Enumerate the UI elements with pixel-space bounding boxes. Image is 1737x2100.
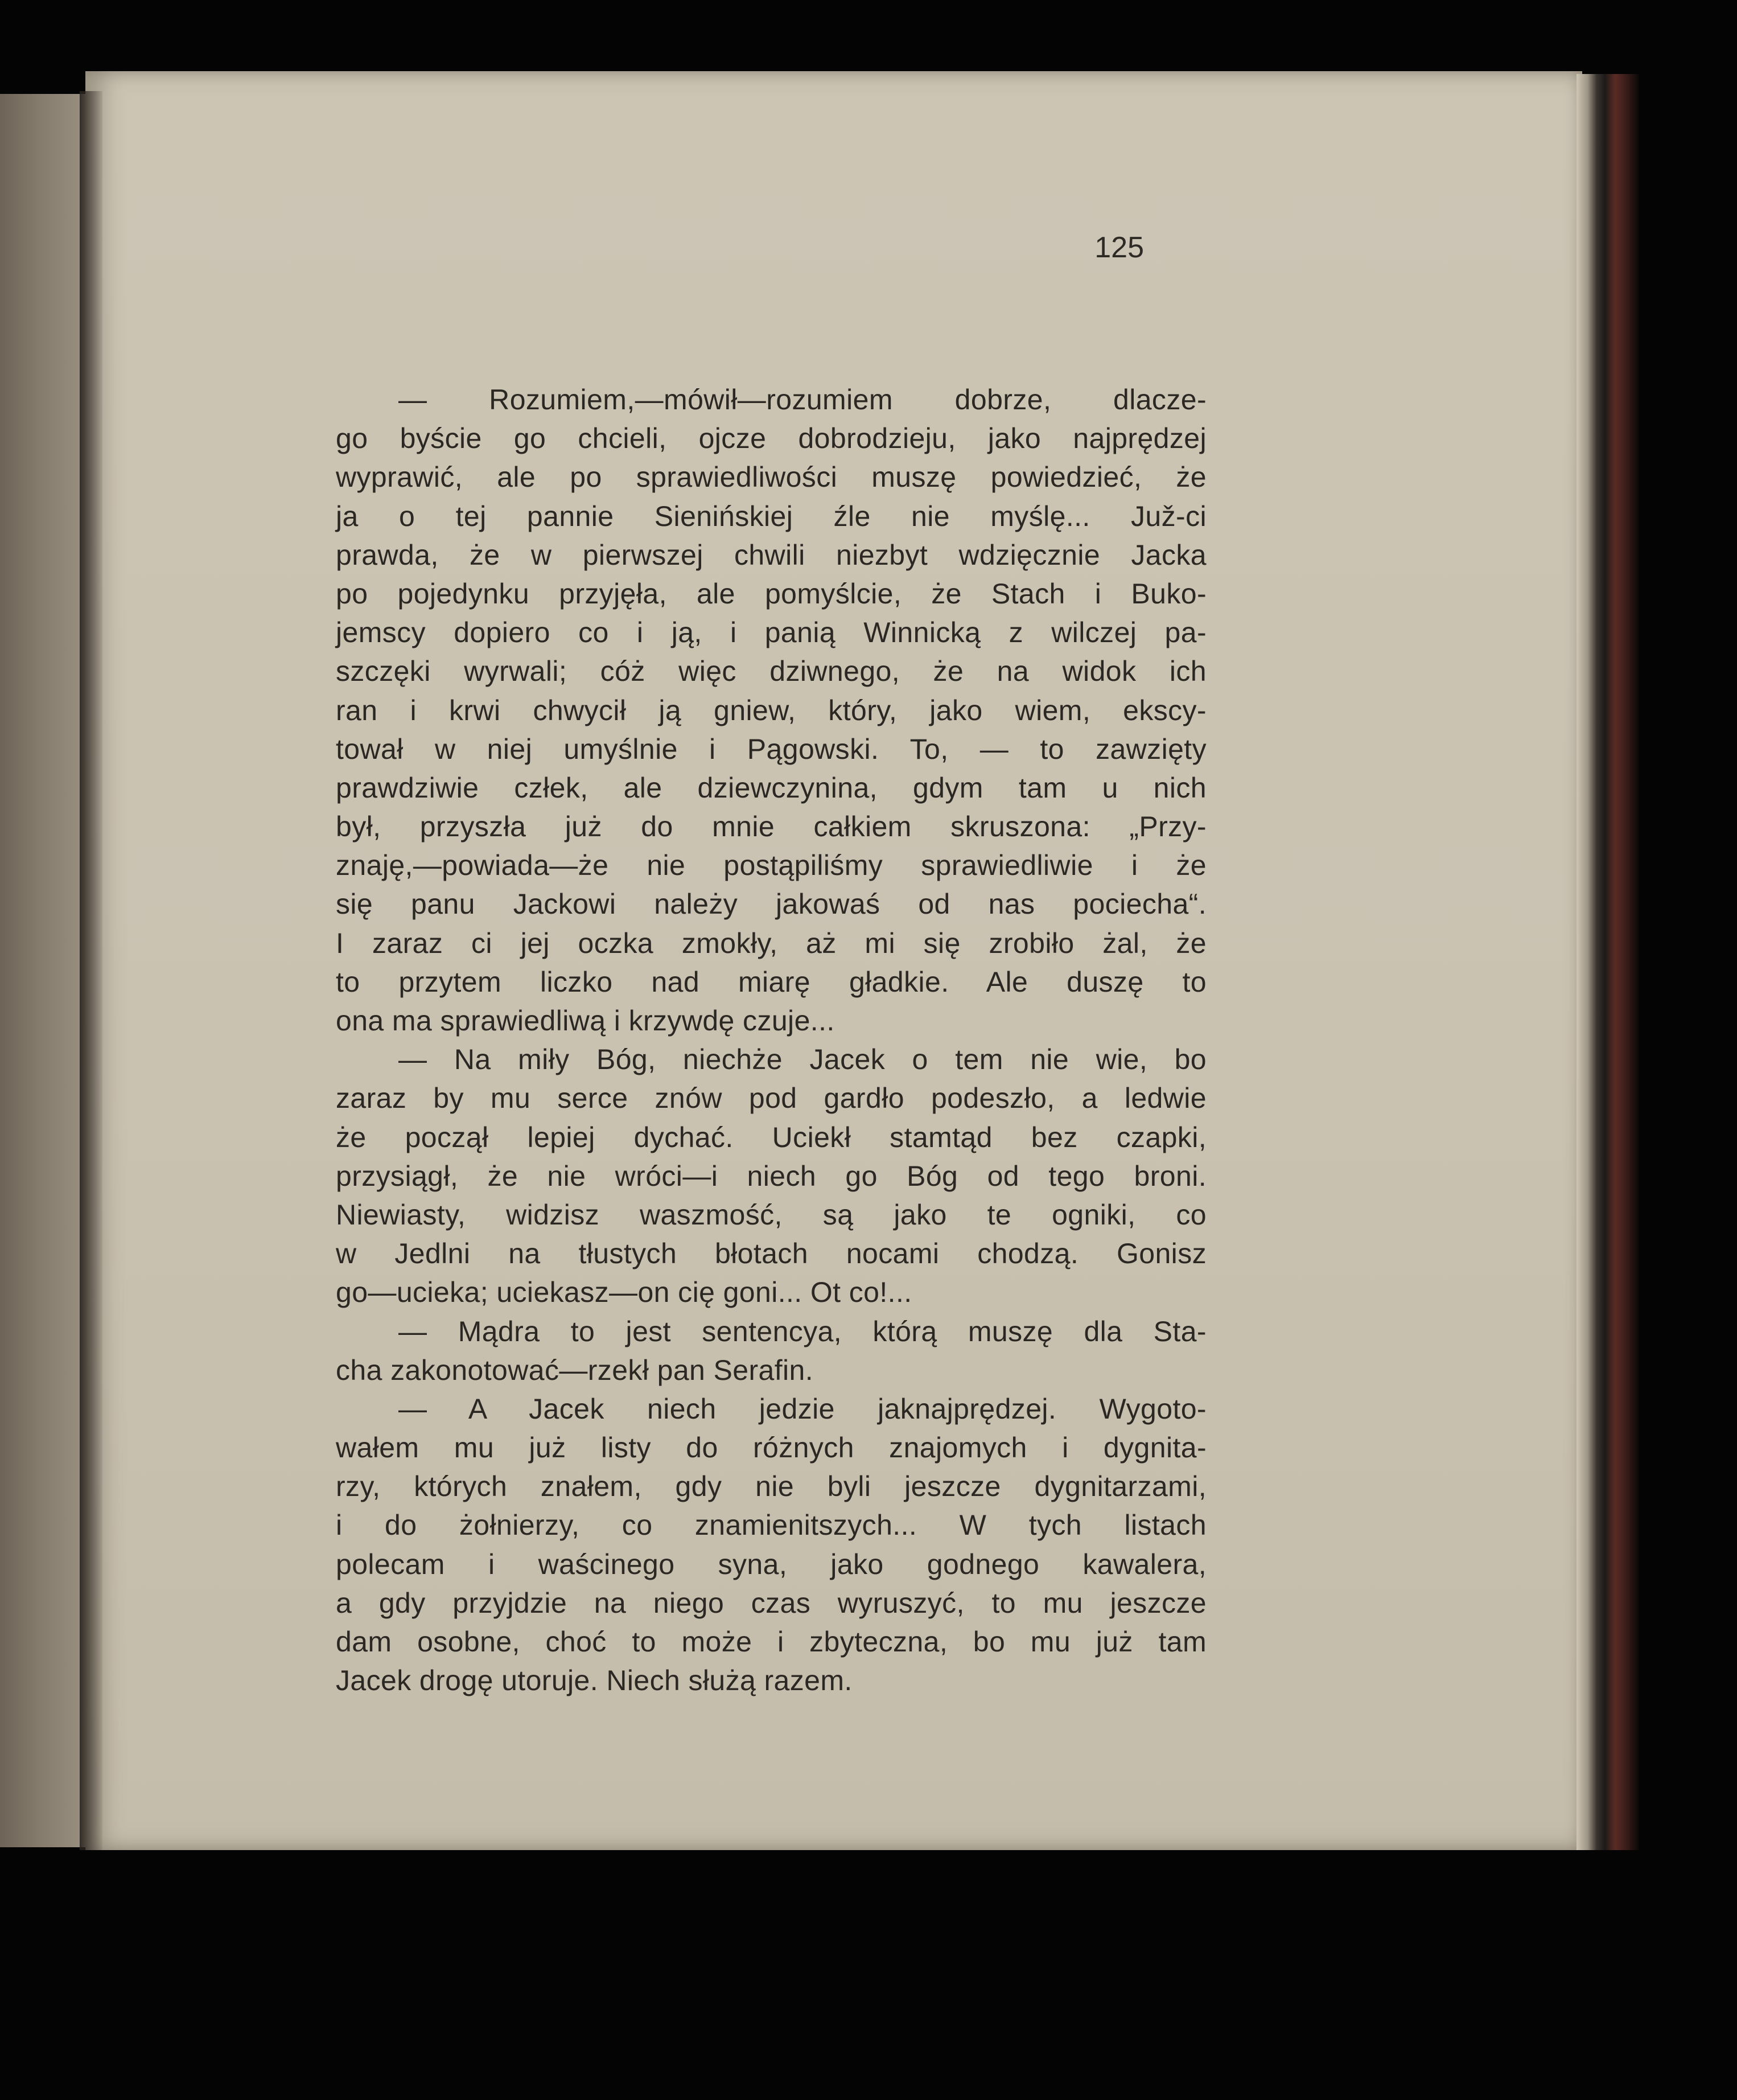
text-line: ona ma sprawiedliwą i krzywdę czuje...	[336, 1005, 835, 1037]
text-line: — Rozumiem,—mówił—rozumiem dobrze, dlacze-	[398, 384, 1207, 416]
text-line: prawda, że w pierwszej chwili niezbyt wdzięcznie Jacka	[336, 539, 1207, 571]
body-text	[336, 380, 1207, 1700]
text-line: — A Jacek niech jedzie jaknajprędzej. Wygoto-	[398, 1392, 1207, 1425]
text-line: w Jedlni na tłustych błotach nocami chodzą. Gonisz	[336, 1238, 1207, 1270]
text-line: się panu Jackowi należy jakowaś od nas pociecha“.	[336, 888, 1207, 920]
text-line: prawdziwie człek, ale dziewczynina, gdym tam u nich	[336, 771, 1207, 804]
text-line: I zaraz ci jej oczka zmokły, aż mi się zrobiło żal, że	[336, 927, 1207, 959]
page-number: 125	[1094, 231, 1144, 264]
previous-page-edge	[0, 94, 85, 1847]
text-line: przysiągł, że nie wróci—i niech go Bóg od tego broni.	[336, 1160, 1207, 1192]
text-line: i do żołnierzy, co znamienitszych... W tych listach	[336, 1509, 1207, 1542]
text-line: że począł lepiej dychać. Uciekł stamtąd bez czapki,	[336, 1121, 1207, 1153]
book-gutter	[80, 91, 102, 1850]
text-line: dam osobne, choć to może i zbyteczna, bo mu już tam	[336, 1626, 1207, 1658]
text-line: znaję,—powiada—że nie postąpiliśmy sprawiedliwie i że	[336, 849, 1207, 882]
text-line: to przytem liczko nad miarę gładkie. Ale duszę to	[336, 965, 1207, 998]
text-line: Niewiasty, widzisz waszmość, są jako te ogniki, co	[336, 1198, 1207, 1231]
text-line: szczęki wyrwali; cóż więc dziwnego, że na widok ich	[336, 655, 1207, 688]
text-line: zaraz by mu serce znów pod gardło podeszło, a ledwie	[336, 1082, 1207, 1115]
text-line: ran i krwi chwycił ją gniew, który, jako wiem, ekscy-	[336, 694, 1207, 726]
text-line: polecam i waścinego syna, jako godnego kawalera,	[336, 1548, 1207, 1580]
text-line: był, przyszła już do mnie całkiem skruszona: „Przy-	[336, 811, 1207, 843]
text-line: po pojedynku przyjęła, ale pomyślcie, że Stach i Buko-	[336, 577, 1207, 610]
text-line: go byście go chcieli, ojcze dobrodzieju, jako najprędzej	[336, 422, 1207, 455]
text-line: cha zakonotować—rzekł pan Serafin.	[336, 1354, 814, 1386]
text-line: Jacek drogę utoruje. Niech służą razem.	[336, 1665, 853, 1697]
text-line: tował w niej umyślnie i Pągowski. To, — to zawzięty	[336, 733, 1207, 765]
text-line: go—ucieka; uciekasz—on cię goni... Ot co!...	[336, 1276, 912, 1309]
text-line: jemscy dopiero co i ją, i panią Winnicką z wilczej pa-	[336, 617, 1207, 649]
text-line: wyprawić, ale po sprawiedliwości muszę powiedzieć, że	[336, 461, 1207, 494]
text-line: — Mądra to jest sentencya, którą muszę dla Sta-	[398, 1315, 1207, 1347]
text-line: ja o tej pannie Sienińskiej źle nie myślę... Juž-ci	[336, 500, 1207, 532]
text-line: a gdy przyjdzie na niego czas wyruszyć, to mu jeszcze	[336, 1587, 1207, 1619]
text-line: wałem mu już listy do różnych znajomych i dygnita-	[336, 1432, 1207, 1464]
book-edge	[1577, 74, 1639, 1850]
text-line: rzy, których znałem, gdy nie byli jeszcze dygnitarzami,	[336, 1470, 1207, 1503]
text-line: — Na miły Bóg, niechże Jacek o tem nie wie, bo	[398, 1043, 1207, 1076]
